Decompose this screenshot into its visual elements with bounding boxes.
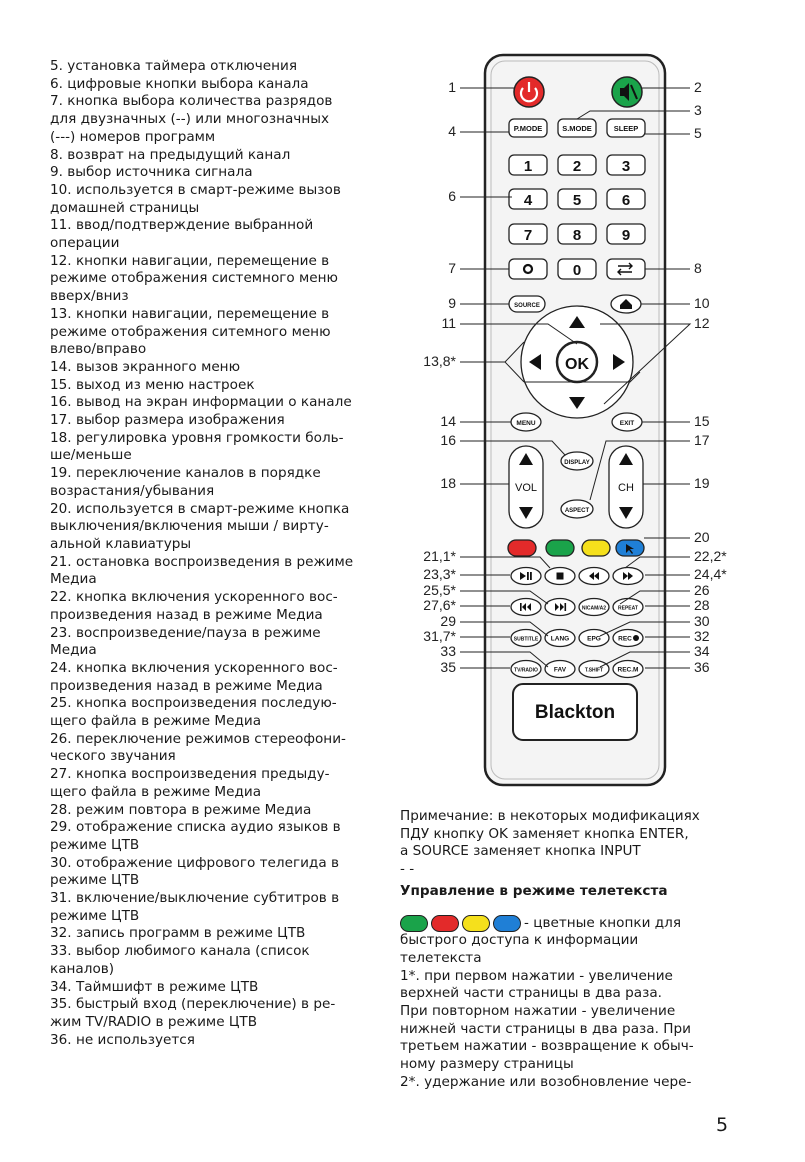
note-line: а SOURCE заменяет кнопка INPUT <box>400 843 641 860</box>
callout-label: 8 <box>694 260 702 276</box>
digits-mode-button <box>509 259 547 279</box>
svg-text:1: 1 <box>523 158 533 175</box>
teletext-line: третьем нажатии - возвращение к обыч- <box>400 1038 694 1055</box>
digit-button-6 <box>607 189 645 209</box>
callout-label: 19 <box>694 475 710 491</box>
callout-label: 5 <box>694 125 702 141</box>
callout-label: 7 <box>448 260 456 276</box>
list-line: жим TV/RADIO в режиме ЦТВ <box>50 1013 258 1030</box>
callout-label: 16 <box>440 432 456 448</box>
list-line: 33. выбор любимого канала (список <box>50 943 310 960</box>
callout-label: 23,3* <box>423 566 456 582</box>
aspect-button <box>561 500 593 518</box>
color-keys-caption: - цветные кнопки для <box>524 914 682 931</box>
svg-text:CH: CH <box>618 482 634 494</box>
channel-rocker <box>609 446 643 528</box>
teletext-line: нижней части страницы в два раза. При <box>400 1020 691 1037</box>
subtitle-button <box>511 630 541 647</box>
svg-text:SOURCE: SOURCE <box>514 303 540 309</box>
svg-text:SUBTITLE: SUBTITLE <box>513 636 539 643</box>
list-line: режиме отображения системного меню <box>50 270 338 287</box>
volume-rocker <box>509 446 543 528</box>
play-button <box>511 568 541 585</box>
callout-label: 3 <box>694 102 702 118</box>
list-line: ческого звучания <box>50 748 176 765</box>
nicam-button <box>579 599 609 616</box>
navigation-pad <box>521 306 633 418</box>
svg-text:EXIT: EXIT <box>619 420 635 427</box>
list-line: 19. переключение каналов в порядке <box>50 465 321 482</box>
svg-text:0: 0 <box>572 262 582 279</box>
callout-label: 14 <box>440 413 456 429</box>
callout-label: 32 <box>694 628 710 644</box>
svg-text:FAV: FAV <box>553 666 567 674</box>
list-line: произведения назад в режиме Медиа <box>50 677 323 694</box>
list-line: 27. кнопка воспроизведения предыду- <box>50 766 330 783</box>
pmode-button <box>509 119 547 137</box>
teletext-line: верхней части страницы в два раза. <box>400 985 662 1002</box>
teletext-line: быстрого доступа к информации <box>400 932 639 949</box>
yellow-key <box>582 540 610 556</box>
note-line: Примечание: в некоторых модификациях <box>400 808 700 824</box>
list-line: 36. не используется <box>50 1031 195 1048</box>
list-line: выключения/включения мыши / вирту- <box>50 518 329 535</box>
list-line: возрастания/убывания <box>50 482 215 499</box>
svg-text:T.SHIFT: T.SHIFT <box>584 667 604 674</box>
list-line: 26. переключение режимов стереофони- <box>50 730 346 747</box>
callout-label: 28 <box>694 597 710 613</box>
svg-text:ASPECT: ASPECT <box>564 508 590 514</box>
teletext-line: При повторном нажатии - увеличение <box>400 1003 676 1020</box>
digit-button-5 <box>558 189 596 209</box>
callout-label: 29 <box>440 613 456 629</box>
svg-text:VOL: VOL <box>514 482 538 494</box>
rew-button <box>579 568 609 585</box>
list-line: 35. быстрый вход (переключение) в ре- <box>50 996 336 1013</box>
red-key <box>508 540 536 556</box>
list-line: режиме ЦТВ <box>50 836 140 853</box>
callout-label: 12 <box>694 315 710 331</box>
page-number: 5 <box>716 1114 729 1136</box>
list-line: 12. кнопки навигации, перемещение в <box>50 252 330 269</box>
epg-button <box>579 630 609 647</box>
svg-text:8: 8 <box>572 227 582 244</box>
list-line: домашней страницы <box>50 199 200 216</box>
digit-button-9 <box>607 224 645 244</box>
list-line: 17. выбор размера изображения <box>50 412 285 429</box>
list-line: 7. кнопка выбора количества разрядов <box>50 93 333 110</box>
callout-label: 34 <box>694 643 710 659</box>
smode-button <box>558 119 596 137</box>
callout-label: 36 <box>694 659 710 675</box>
digit-button-7 <box>509 224 547 244</box>
callout-label: 30 <box>694 613 710 629</box>
tshift-button <box>579 661 609 678</box>
callout-label: 4 <box>448 123 456 139</box>
list-line: 5. установка таймера отключения <box>50 58 297 74</box>
callout-label: 18 <box>440 475 456 491</box>
svg-text:3: 3 <box>621 158 631 175</box>
teletext-line: ному размеру страницы <box>400 1056 574 1073</box>
note-line: - - <box>400 861 415 878</box>
svg-text:S.MODE: S.MODE <box>562 124 592 133</box>
callout-label: 9 <box>448 295 456 311</box>
exit-button <box>612 413 642 431</box>
callout-label: 10 <box>694 295 710 311</box>
recall-button <box>607 259 645 279</box>
svg-text:REPEAT: REPEAT <box>618 605 638 612</box>
list-line: Медиа <box>50 571 97 588</box>
list-line: 8. возврат на предыдущий канал <box>50 146 291 163</box>
stop-button <box>545 568 575 585</box>
display-button <box>561 452 593 470</box>
recm-button <box>613 661 643 678</box>
prev-button <box>511 599 541 616</box>
list-line: Медиа <box>50 642 97 659</box>
list-line: 31. включение/выключение субтитров в <box>50 890 340 907</box>
callout-label: 2 <box>694 79 702 95</box>
list-line: операции <box>50 235 120 252</box>
svg-text:6: 6 <box>621 192 631 209</box>
list-line: 14. вызов экранного меню <box>50 358 241 375</box>
callout-label: 11 <box>441 315 456 331</box>
teletext-line: 2*. удержание или возобновление чере- <box>400 1073 692 1090</box>
list-line: 9. выбор источника сигнала <box>50 164 253 181</box>
callout-label: 35 <box>440 659 456 675</box>
callout-label: 24,4* <box>694 566 727 582</box>
list-line: 34. Таймшифт в режиме ЦТВ <box>50 978 259 995</box>
notes-section <box>400 808 760 1092</box>
list-line: произведения назад в режиме Медиа <box>50 606 323 623</box>
list-line: 25. кнопка воспроизведения последую- <box>50 695 337 712</box>
svg-text:REC.M: REC.M <box>617 666 639 674</box>
list-line: щего файла в режиме Медиа <box>50 783 262 800</box>
callout-label: 26 <box>694 582 710 598</box>
list-line: 18. регулировка уровня громкости боль- <box>50 429 344 446</box>
svg-text:MENU: MENU <box>516 420 536 427</box>
teletext-line: 1*. при первом нажатии - увеличение <box>400 967 673 984</box>
brand-logo: Blackton <box>534 702 616 723</box>
list-line: 29. отображение списка аудио языков в <box>50 819 341 836</box>
list-line: 24. кнопка включения ускоренного вос- <box>50 659 338 676</box>
list-line: режиме ЦТВ <box>50 907 140 924</box>
rec-button <box>613 630 643 647</box>
blue-key-icon <box>493 915 521 932</box>
teletext-line: телетекста <box>400 949 482 966</box>
tvradio-button <box>511 661 541 678</box>
svg-text:EPG: EPG <box>587 635 601 643</box>
callout-label: 31,7* <box>423 628 456 644</box>
list-line: каналов) <box>50 960 115 977</box>
green-key-icon <box>400 915 428 932</box>
svg-text:NICAM/A2: NICAM/A2 <box>581 605 607 612</box>
digit-buttons <box>509 155 645 244</box>
callout-label: 6 <box>448 188 456 204</box>
list-line: вверх/вниз <box>50 288 129 305</box>
next-button <box>545 599 575 616</box>
list-line: режиме отображения ситемного меню <box>50 323 331 340</box>
svg-text:OK: OK <box>565 356 589 373</box>
green-key <box>546 540 574 556</box>
list-line: влево/вправо <box>50 341 147 358</box>
callout-label: 27,6* <box>423 597 456 613</box>
lang-button <box>545 630 575 647</box>
list-line: ше/меньше <box>50 447 132 464</box>
sleep-button <box>607 119 645 137</box>
list-line: 23. воспроизведение/пауза в режиме <box>50 624 321 641</box>
menu-button <box>511 413 541 431</box>
source-button <box>509 296 545 312</box>
digit-button-3 <box>607 155 645 175</box>
color-keys-row <box>400 915 760 933</box>
callout-label: 15 <box>694 413 710 429</box>
svg-text:TV/RADIO: TV/RADIO <box>514 667 538 674</box>
svg-text:5: 5 <box>572 192 582 209</box>
list-line: режиме ЦТВ <box>50 872 140 889</box>
teletext-heading: Управление в режиме телетекста <box>400 882 668 899</box>
red-key-icon <box>431 915 459 932</box>
callout-label: 21,1* <box>423 548 456 564</box>
svg-text:9: 9 <box>621 227 631 244</box>
list-line: 32. запись программ в режиме ЦТВ <box>50 925 306 942</box>
list-line: 13. кнопки навигации, перемещение в <box>50 305 330 322</box>
svg-text:P.MODE: P.MODE <box>513 124 543 133</box>
list-line: 6. цифровые кнопки выбора канала <box>50 75 309 92</box>
list-line: 10. используется в смарт-режиме вызов <box>50 181 341 198</box>
callout-label: 25,5* <box>423 582 456 598</box>
list-line: 16. вывод на экран информации о канале <box>50 394 352 411</box>
digit-button-8 <box>558 224 596 244</box>
list-line: для двузначных (--) или многозначных <box>50 111 329 128</box>
svg-text:REC: REC <box>618 635 632 643</box>
list-line: 28. режим повтора в режиме Медиа <box>50 801 312 818</box>
callout-label: 33 <box>440 643 456 659</box>
list-line: 15. выход из меню настроек <box>50 376 255 393</box>
callout-label: 17 <box>694 432 710 448</box>
list-line: (---) номеров программ <box>50 128 216 145</box>
svg-text:2: 2 <box>572 158 582 175</box>
digit-button-2 <box>558 155 596 175</box>
ff-button <box>613 568 643 585</box>
digit-button-0 <box>558 259 596 279</box>
list-line: 22. кнопка включения ускоренного вос- <box>50 589 338 606</box>
home-button <box>611 295 641 313</box>
callout-label: 22,2* <box>694 548 727 564</box>
svg-text:LANG: LANG <box>550 635 570 643</box>
svg-text:4: 4 <box>523 192 533 209</box>
digit-button-1 <box>509 155 547 175</box>
note-line: ПДУ кнопку OK заменяет кнопка ENTER, <box>400 825 689 842</box>
callout-label: 13,8* <box>423 353 456 369</box>
yellow-key-icon <box>462 915 490 932</box>
list-line: 20. используется в смарт-режиме кнопка <box>50 500 350 517</box>
list-line: альной клавиатуры <box>50 535 192 552</box>
list-line: 11. ввод/подтверждение выбранной <box>50 217 314 234</box>
list-line: 30. отображение цифрового телегида в <box>50 854 339 871</box>
digit-button-4 <box>509 189 547 209</box>
svg-text:DISPLAY: DISPLAY <box>564 460 590 466</box>
repeat-button <box>613 599 643 616</box>
fav-button <box>545 661 575 678</box>
callout-label: 20 <box>694 529 710 545</box>
list-line: щего файла в режиме Медиа <box>50 713 262 730</box>
callout-label: 1 <box>448 79 456 95</box>
svg-text:SLEEP: SLEEP <box>613 124 639 133</box>
list-line: 21. остановка воспроизведения в режиме <box>50 553 354 570</box>
svg-text:7: 7 <box>523 227 533 244</box>
